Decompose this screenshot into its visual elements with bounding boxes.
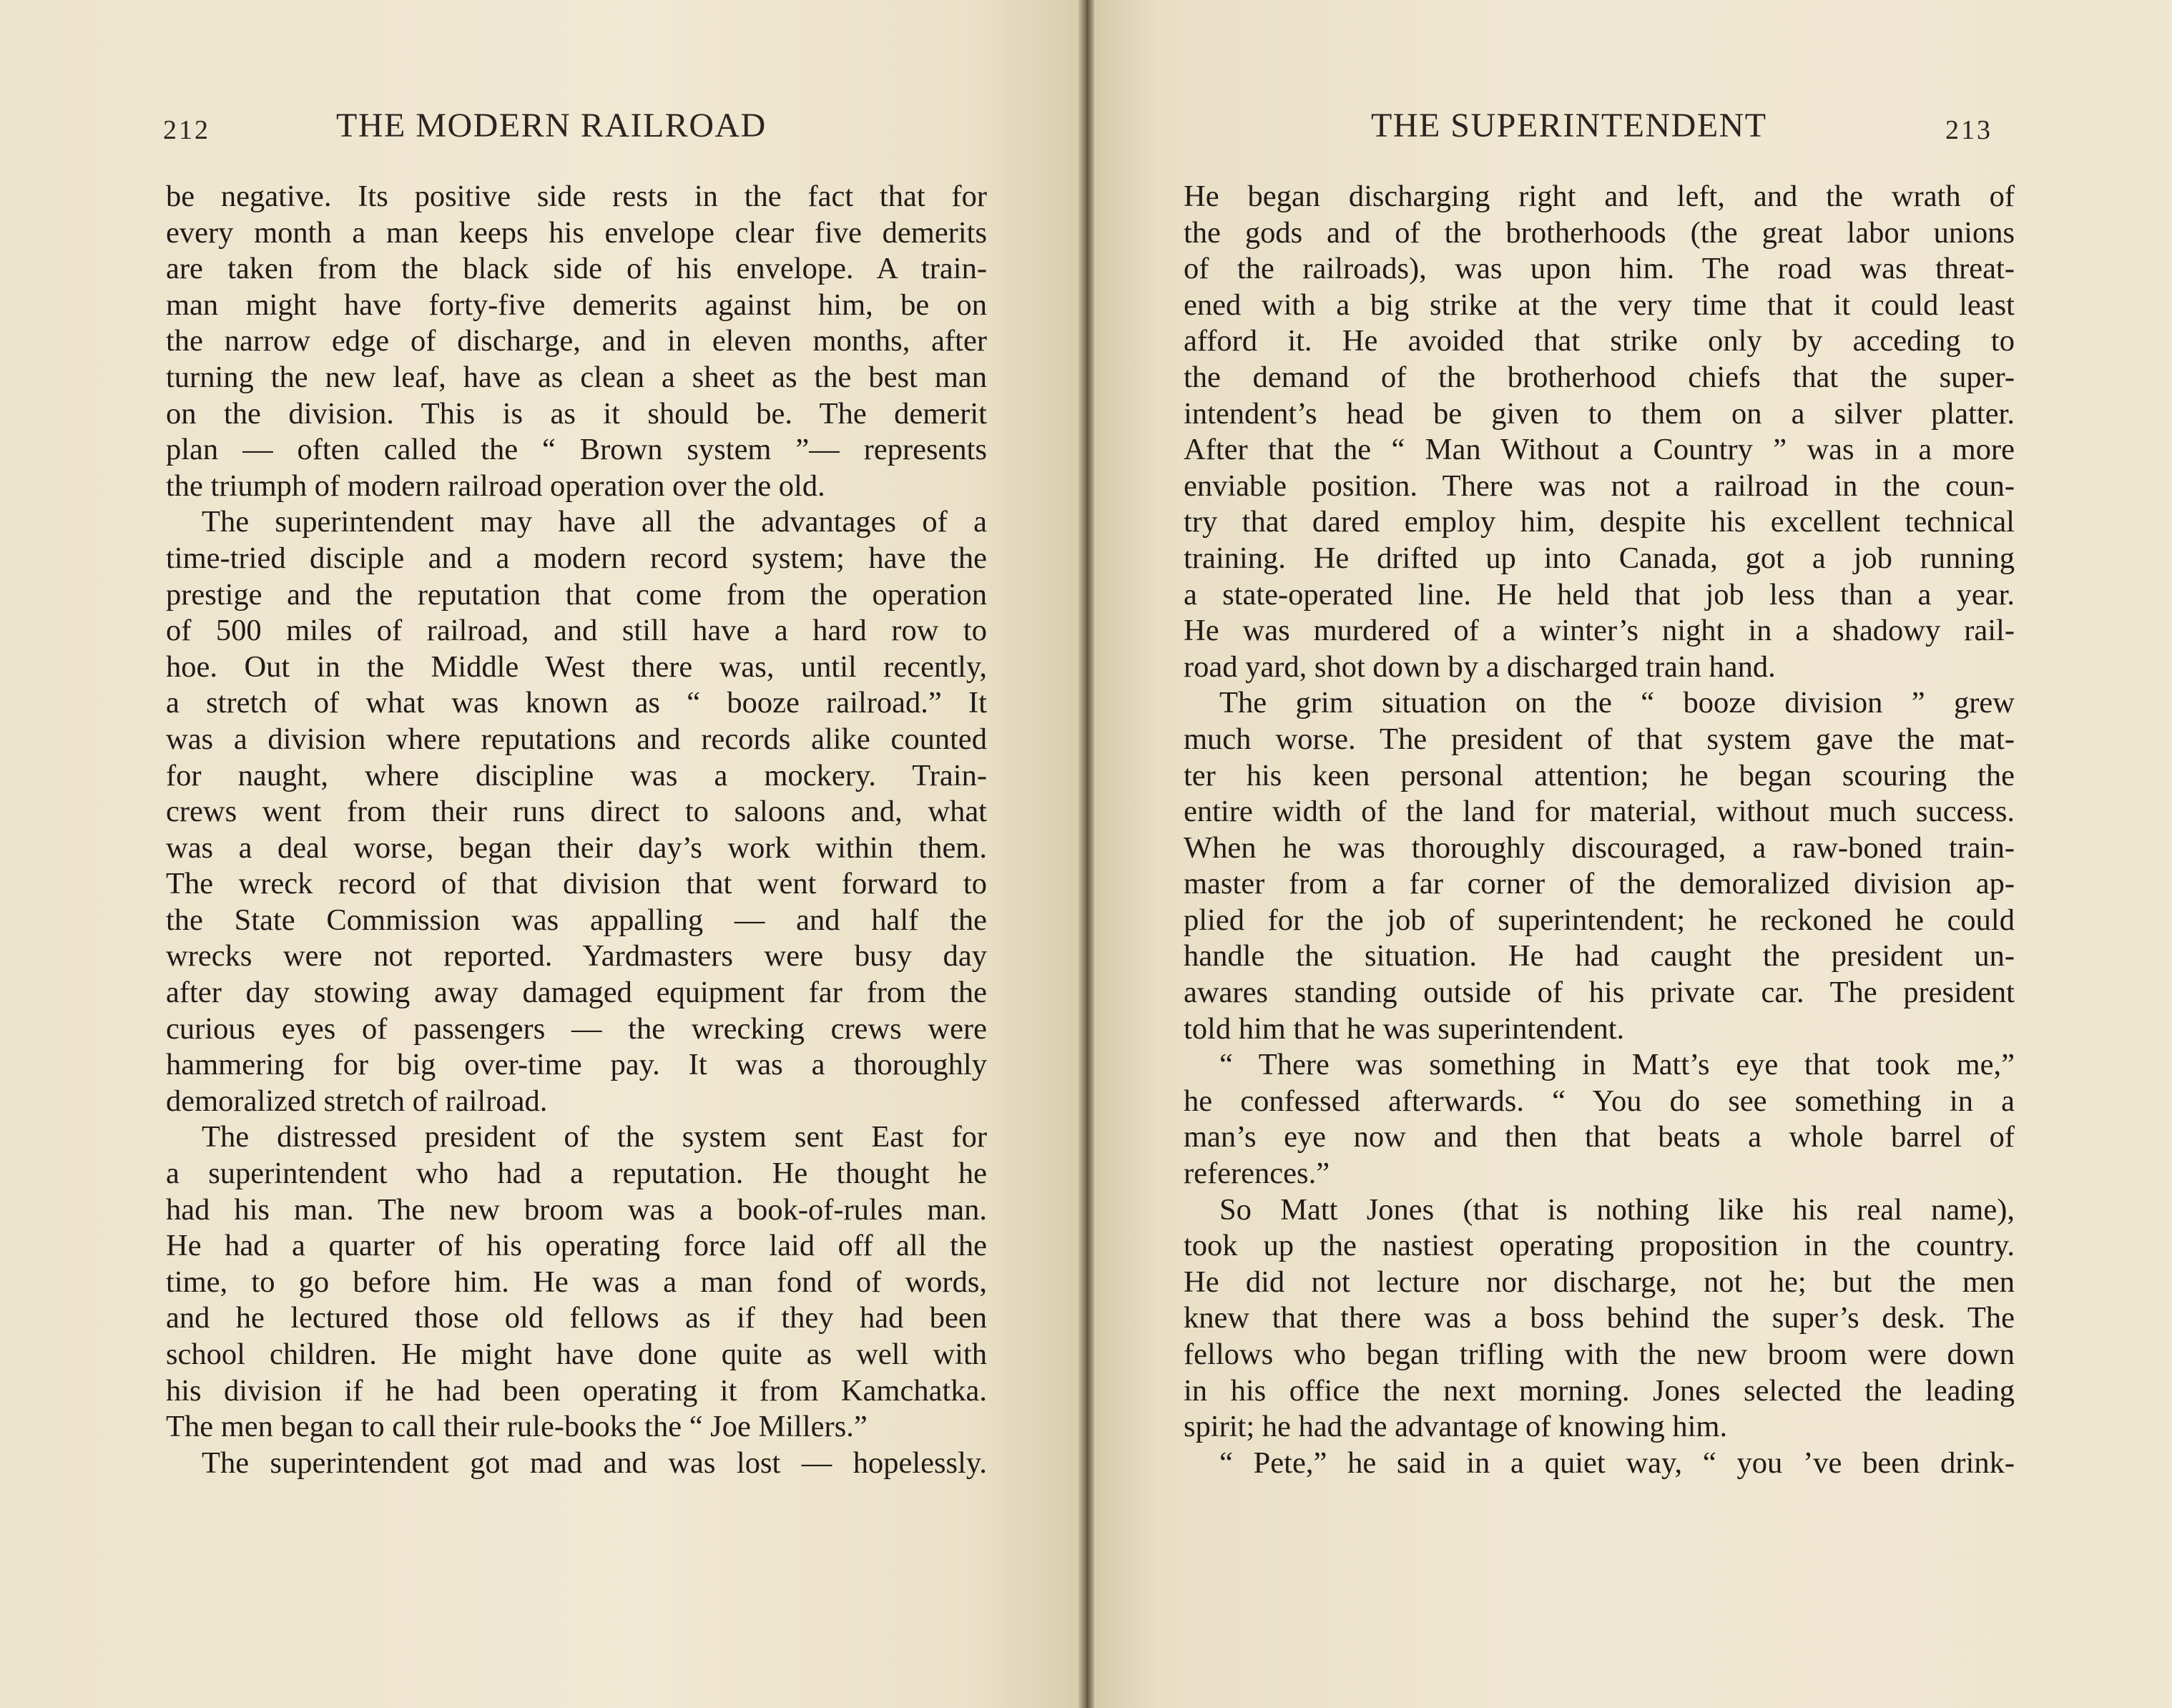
text-line: “ Pete,” he said in a quiet way, “ you ’ve been drink- <box>1219 1446 2015 1480</box>
text-line: demoralized stretch of railroad. <box>166 1084 548 1118</box>
text-line: man’s eye now and then that beats a whole barrel of <box>1184 1120 2015 1154</box>
right-running-title: THE SUPERINTENDENT <box>1371 107 1767 144</box>
text-line: was a division where reputations and records alike counted <box>166 722 987 756</box>
book-gutter <box>1078 0 1094 1708</box>
text-line: The superintendent got mad and was lost — hopelessly. <box>202 1446 987 1480</box>
text-line: in his office the next morning. Jones selected the leading <box>1184 1373 2015 1408</box>
text-line: awares standing outside of his private car. The president <box>1184 976 2015 1010</box>
text-line: told him that he was superintendent. <box>1184 1011 1625 1046</box>
text-line: references.” <box>1184 1157 1330 1191</box>
text-line: “ There was something in Matt’s eye that took me,” <box>1219 1048 2015 1082</box>
text-line: the triumph of modern railroad operation over the old. <box>166 468 825 503</box>
right-page-text <box>1184 179 2015 1481</box>
text-line: his division if he had been operating it from Kamchatka. <box>166 1373 987 1408</box>
text-line: entire width of the land for material, without much success. <box>1184 795 2015 829</box>
text-line: every month a man keeps his envelope clear five demerits <box>166 215 987 250</box>
text-line: knew that there was a boss behind the super’s desk. The <box>1184 1301 2015 1335</box>
text-line: master from a far corner of the demoralized division ap- <box>1184 867 2015 901</box>
text-line: of the railroads), was upon him. The road was threat- <box>1184 252 2015 286</box>
text-line: curious eyes of passengers — the wrecking crews were <box>166 1011 987 1046</box>
text-line: the demand of the brotherhood chiefs that the super- <box>1184 360 2015 394</box>
text-line: He had a quarter of his operating force laid off all the <box>166 1229 987 1263</box>
text-line: wrecks were not reported. Yardmasters were busy day <box>166 939 987 973</box>
text-line: spirit; he had the advantage of knowing him. <box>1184 1410 1728 1444</box>
text-line: training. He drifted up into Canada, got a job running <box>1184 541 2015 575</box>
right-running-head <box>1094 106 2172 149</box>
text-line: the State Commission was appalling — and half the <box>166 903 987 937</box>
text-line: a stretch of what was known as “ booze railroad.” It <box>166 686 987 720</box>
text-line: and he lectured those old fellows as if they had been <box>166 1301 987 1335</box>
text-line: be negative. Its positive side rests in the fact that for <box>166 180 987 213</box>
text-line: was a deal worse, began their day’s work within them. <box>166 830 987 865</box>
left-running-title: THE MODERN RAILROAD <box>336 107 767 144</box>
text-line: The wreck record of that division that went forward to <box>166 867 987 901</box>
left-page-number: 212 <box>163 115 210 145</box>
text-line: The distressed president of the system sent East for <box>202 1120 987 1154</box>
text-line: turning the new leaf, have as clean a sheet as the best man <box>166 360 987 394</box>
text-line: had his man. The new broom was a book-of-rules man. <box>166 1192 987 1227</box>
text-line: for naught, where discipline was a mockery. Train- <box>166 758 987 792</box>
text-line: handle the situation. He had caught the president un- <box>1184 939 2015 973</box>
left-page <box>0 0 1078 1708</box>
text-line: time-tried disciple and a modern record system; have the <box>166 541 987 575</box>
text-line: time, to go before him. He was a man fond of words, <box>166 1265 987 1299</box>
text-line: try that dared employ him, despite his excellent technical <box>1184 505 2015 539</box>
text-line: took up the nastiest operating proposition in the country. <box>1184 1229 2015 1263</box>
text-line: of 500 miles of railroad, and still have a hard row to <box>166 614 987 648</box>
text-line: ened with a big strike at the very time that it could least <box>1184 288 2015 322</box>
text-line: school children. He might have done quite as well with <box>166 1338 987 1371</box>
text-line: the gods and of the brotherhoods (the great labor unions <box>1184 215 2015 250</box>
text-line: man might have forty-five demerits against him, be on <box>166 288 987 322</box>
text-line: The grim situation on the “ booze division ” grew <box>1219 686 2015 720</box>
right-page-number: 213 <box>1945 115 1992 145</box>
text-line: He did not lecture nor discharge, not he; but the men <box>1184 1265 2015 1299</box>
text-line: The superintendent may have all the advantages of a <box>202 505 987 539</box>
text-line: afford it. He avoided that strike only by acceding to <box>1184 324 2015 358</box>
text-line: much worse. The president of that system gave the mat- <box>1184 722 2015 756</box>
text-line: He began discharging right and left, and the wrath of <box>1184 180 2015 213</box>
text-line: a superintendent who had a reputation. He thought he <box>166 1157 987 1191</box>
text-line: crews went from their runs direct to saloons and, what <box>166 795 987 829</box>
text-line: When he was thoroughly discouraged, a raw-boned train- <box>1184 830 2015 865</box>
text-line: road yard, shot down by a discharged train hand. <box>1184 649 1776 684</box>
left-page-text <box>166 179 987 1481</box>
text-line: are taken from the black side of his envelope. A train- <box>166 252 987 286</box>
right-page <box>1094 0 2172 1708</box>
text-line: He was murdered of a winter’s night in a shadowy rail- <box>1184 614 2015 648</box>
text-line: The men began to call their rule-books the “ Joe Millers.” <box>166 1410 868 1444</box>
text-line: So Matt Jones (that is nothing like his real name), <box>1219 1192 2015 1227</box>
text-line: prestige and the reputation that come from the operation <box>166 577 987 612</box>
text-line: hammering for big over-time pay. It was a thoroughly <box>166 1048 987 1082</box>
text-line: he confessed afterwards. “ You do see something in a <box>1184 1084 2015 1118</box>
text-line: ter his keen personal attention; he began scouring the <box>1184 758 2015 792</box>
text-line: the narrow edge of discharge, and in eleven months, after <box>166 324 987 358</box>
text-line: plied for the job of superintendent; he reckoned he could <box>1184 903 2015 937</box>
text-line: intendent’s head be given to them on a silver platter. <box>1184 396 2015 431</box>
text-line: a state-operated line. He held that job less than a year. <box>1184 577 2015 612</box>
text-line: on the division. This is as it should be. The demerit <box>166 396 987 431</box>
text-line: After that the “ Man Without a Country ” was in a more <box>1184 433 2015 467</box>
text-line: hoe. Out in the Middle West there was, until recently, <box>166 649 987 684</box>
text-line: enviable position. There was not a railroad in the coun- <box>1184 468 2015 503</box>
left-running-head <box>0 106 1078 149</box>
text-line: after day stowing away damaged equipment far from the <box>166 976 987 1010</box>
text-line: fellows who began trifling with the new broom were down <box>1184 1338 2015 1371</box>
text-line: plan — often called the “ Brown system ”— represents <box>166 433 987 467</box>
